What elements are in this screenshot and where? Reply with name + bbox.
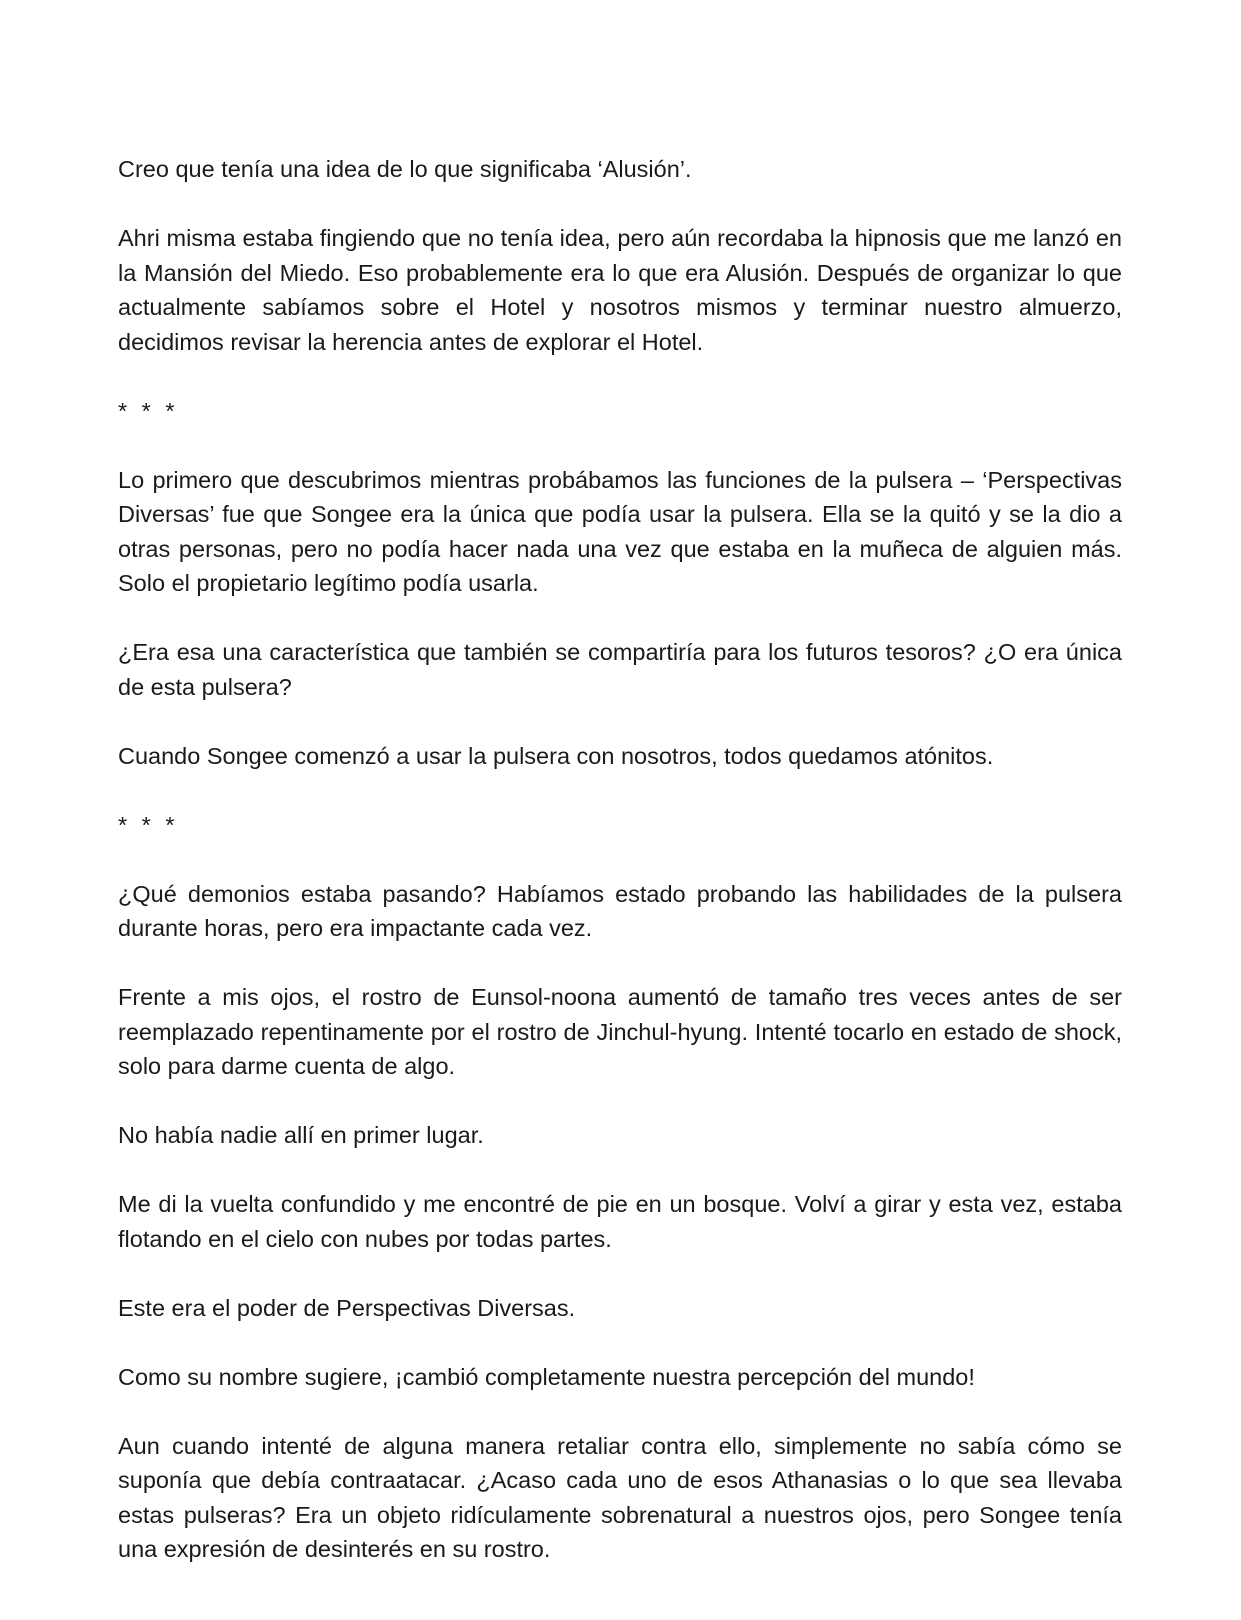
scene-separator: * * *	[118, 811, 179, 838]
paragraph: Como su nombre sugiere, ¡cambió completamente nuestra percepción del mundo!	[118, 1363, 975, 1390]
paragraph: Aun cuando intenté de alguna manera retaliar contra ello, simplemente no sabía cómo se suponía que debía contraatacar. ¿Acaso cada uno de esos Athanasias o lo que sea llevaba estas pulseras? Era un objeto ridículamente sobrenatural a nuestros ojos, pero Songee tenía una expresión de desinterés en su rostro.	[118, 1432, 1122, 1562]
paragraph: Lo primero que descubrimos mientras probábamos las funciones de la pulsera – ‘Perspectivas Diversas’ fue que Songee era la única que podía usar la pulsera. Ella se la quitó y se la dio a otras personas, pero no podía hacer nada una vez que estaba en la muñeca de alguien más. Solo el propietario legítimo podía usarla.	[118, 466, 1122, 596]
paragraph: Cuando Songee comenzó a usar la pulsera con nosotros, todos quedamos atónitos.	[118, 742, 994, 769]
paragraph: No había nadie allí en primer lugar.	[118, 1122, 484, 1148]
paragraph: Ahri misma estaba fingiendo que no tenía idea, pero aún recordaba la hipnosis que me lanzó en la Mansión del Miedo. Eso probablemente era lo que era Alusión. Después de organizar lo que actualmente sabíamos sobre el Hotel y nosotros mismos y terminar nuestro almuerzo, decidimos revisar la herencia antes de explorar el Hotel.	[118, 225, 1122, 355]
paragraph: Me di la vuelta confundido y me encontré de pie en un bosque. Volví a girar y esta vez, estaba flotando en el cielo con nubes por todas partes.	[118, 1191, 1122, 1252]
scene-separator: * * *	[118, 397, 179, 424]
paragraph: Este era el poder de Perspectivas Diversas.	[118, 1294, 576, 1321]
document-body	[118, 152, 1122, 1601]
paragraph: Frente a mis ojos, el rostro de Eunsol-noona aumentó de tamaño tres veces antes de ser reemplazado repentinamente por el rostro de Jinchul-hyung. Intenté tocarlo en estado de shock, solo para darme cuenta de algo.	[118, 984, 1122, 1079]
paragraph: ¿Era esa una característica que también se compartiría para los futuros tesoros? ¿O era única de esta pulsera?	[118, 639, 1122, 700]
paragraph: Creo que tenía una idea de lo que significaba ‘Alusión’.	[118, 156, 692, 182]
paragraph: ¿Qué demonios estaba pasando? Habíamos estado probando las habilidades de la pulsera durante horas, pero era impactante cada vez.	[118, 880, 1122, 941]
